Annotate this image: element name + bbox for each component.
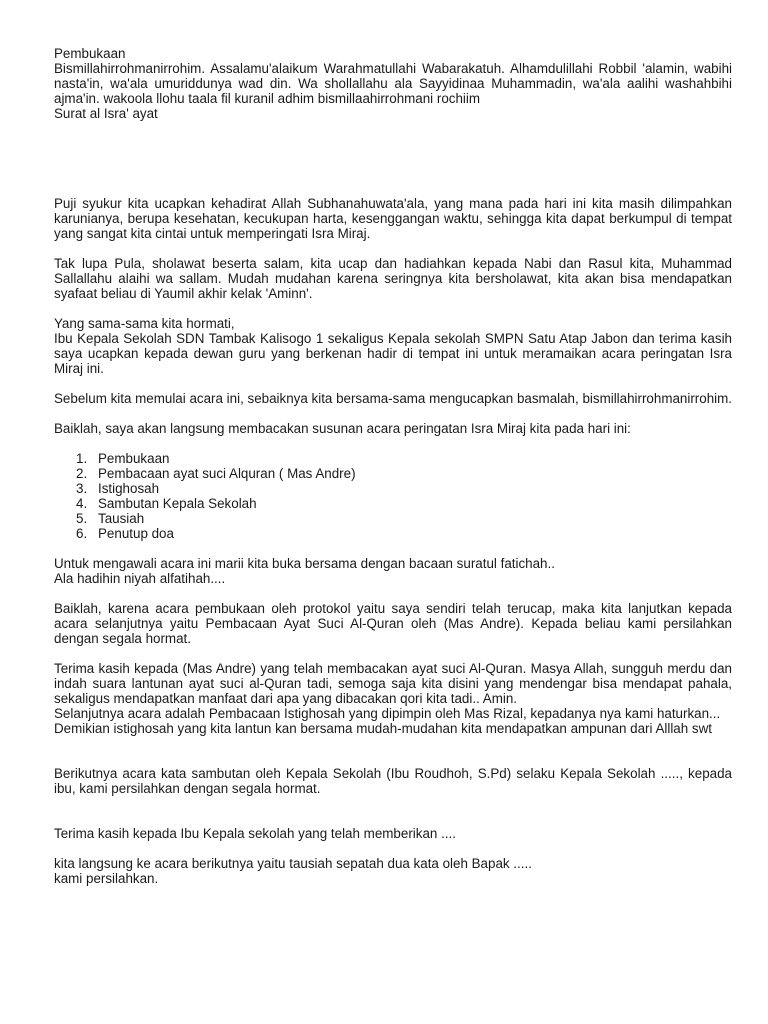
agenda-list (54, 451, 732, 541)
list-item (54, 481, 732, 496)
paragraph-kepala-sekolah: Ibu Kepala Sekolah SDN Tambak Kalisogo 1 sekaligus Kepala sekolah SMPN Satu Atap Jabon dan terima kasih saya ucapkan kepada dewan guru yang berkenan hadir di tempat ini untuk meramaikan acara peringatan Isra Miraj ini. (54, 331, 732, 376)
list-item-number: 3. (76, 481, 88, 496)
paragraph-fatihah: Untuk mengawali acara ini marii kita buka bersama dengan bacaan suratul fatichah.. (54, 556, 555, 571)
paragraph-persilahkan: kami persilahkan. (54, 871, 159, 886)
list-item-number: 2. (76, 466, 88, 481)
list-item-label: Penutup doa (98, 526, 174, 541)
document-page (54, 46, 732, 886)
list-item-label: Pembukaan (98, 451, 170, 466)
list-item-label: Istighosah (98, 481, 160, 496)
paragraph-sholawat: Tak lupa Pula, sholawat beserta salam, kita ucap dan hadiahkan kepada Nabi dan Rasul kita, Muhammad Sallallahu alaihi wa sallam. Mudah mudahan karena seringnya kita bersholawat, kita akan bisa mendapatkan syafaat beliau di Yaumil akhir kelak 'Aminn'. (54, 256, 732, 301)
list-item-number: 4. (76, 496, 88, 511)
paragraph-susunan-acara: Baiklah, saya akan langsung membacakan susunan acara peringatan Isra Miraj kita pada hari ini: (54, 421, 631, 436)
paragraph-basmalah: Sebelum kita memulai acara ini, sebaiknya kita bersama-sama mengucapkan basmalah, bismillahirrohmanirrohim. (54, 391, 733, 406)
paragraph-istighosah: Selanjutnya acara adalah Pembacaan Istighosah yang dipimpin oleh Mas Rizal, kepadanya nya kami haturkan... (54, 706, 721, 721)
paragraph-alfatihah: Ala hadihin niyah alfatihah.... (54, 571, 226, 586)
paragraph-sambutan: Berikutnya acara kata sambutan oleh Kepala Sekolah (Ibu Roudhoh, S.Pd) selaku Kepala Sekolah ....., kepada ibu, kami persilahkan dengan segala hormat. (54, 766, 732, 796)
paragraph-tausiah: kita langsung ke acara berikutnya yaitu tausiah sepatah dua kata oleh Bapak ..... (54, 856, 532, 871)
greeting-line: Yang sama-sama kita hormati, (54, 316, 235, 331)
paragraph-ampunan: Demikian istighosah yang kita lantun kan bersama mudah-mudahan kita mendapatkan ampunan dari Alllah swt (54, 721, 713, 736)
list-item (54, 511, 732, 526)
opening-heading: Pembukaan (54, 46, 126, 61)
list-item-label: Tausiah (98, 511, 145, 526)
paragraph-puji-syukur: Puji syukur kita ucapkan kehadirat Allah Subhanahuwata'ala, yang mana pada hari ini kita masih dilimpahkan karunianya, berupa kesehatan, kecukupan harta, kesenggangan waktu, sehingga kita dapat berkumpul di tempat yang sangat kita cintai untuk memperingati Isra Miraj. (54, 196, 732, 241)
paragraph-terima-kasih: Terima kasih kepada (Mas Andre) yang telah membacakan ayat suci Al-Quran. Masya Allah, sungguh merdu dan indah suara lantunan ayat suci al-Quran tadi, semoga saja kita disini yang mendengar bisa mendapat pahala, sekaligus mendapatkan manfaat dari apa yang dibacakan qori kita tadi.. Amin. (54, 661, 732, 706)
paragraph-terima-kasih-ibu: Terima kasih kepada Ibu Kepala sekolah yang telah memberikan .... (54, 826, 456, 841)
list-item-label: Sambutan Kepala Sekolah (98, 496, 257, 511)
list-item (54, 466, 732, 481)
list-item-number: 5. (76, 511, 88, 526)
list-item-number: 1. (76, 451, 88, 466)
list-item (54, 526, 732, 541)
opening-text: Bismillahirrohmanirrohim. Assalamu'alaikum Warahmatullahi Wabarakatuh. Alhamdulillahi Robbil 'alamin, wabihi nasta'in, wa'ala umuriddunya wad din. Wa shollallahu ala Sayyidinaa Muhammadin, wa'ala aalihi washahbihi ajma'in. wakoola llohu taala fil kuranil adhim bismillaahirrohmani rochiim (54, 61, 732, 106)
list-item-number: 6. (76, 526, 88, 541)
list-item (54, 451, 732, 466)
surat-line: Surat al Isra' ayat (54, 106, 158, 121)
paragraph-pembacaan-quran: Baiklah, karena acara pembukaan oleh protokol yaitu saya sendiri telah terucap, maka kita lanjutkan kepada acara selanjutnya yaitu Pembacaan Ayat Suci Al-Quran oleh (Mas Andre). Kepada beliau kami persilahkan dengan segala hormat. (54, 601, 732, 646)
list-item-label: Pembacaan ayat suci Alquran ( Mas Andre) (98, 466, 356, 481)
list-item (54, 496, 732, 511)
